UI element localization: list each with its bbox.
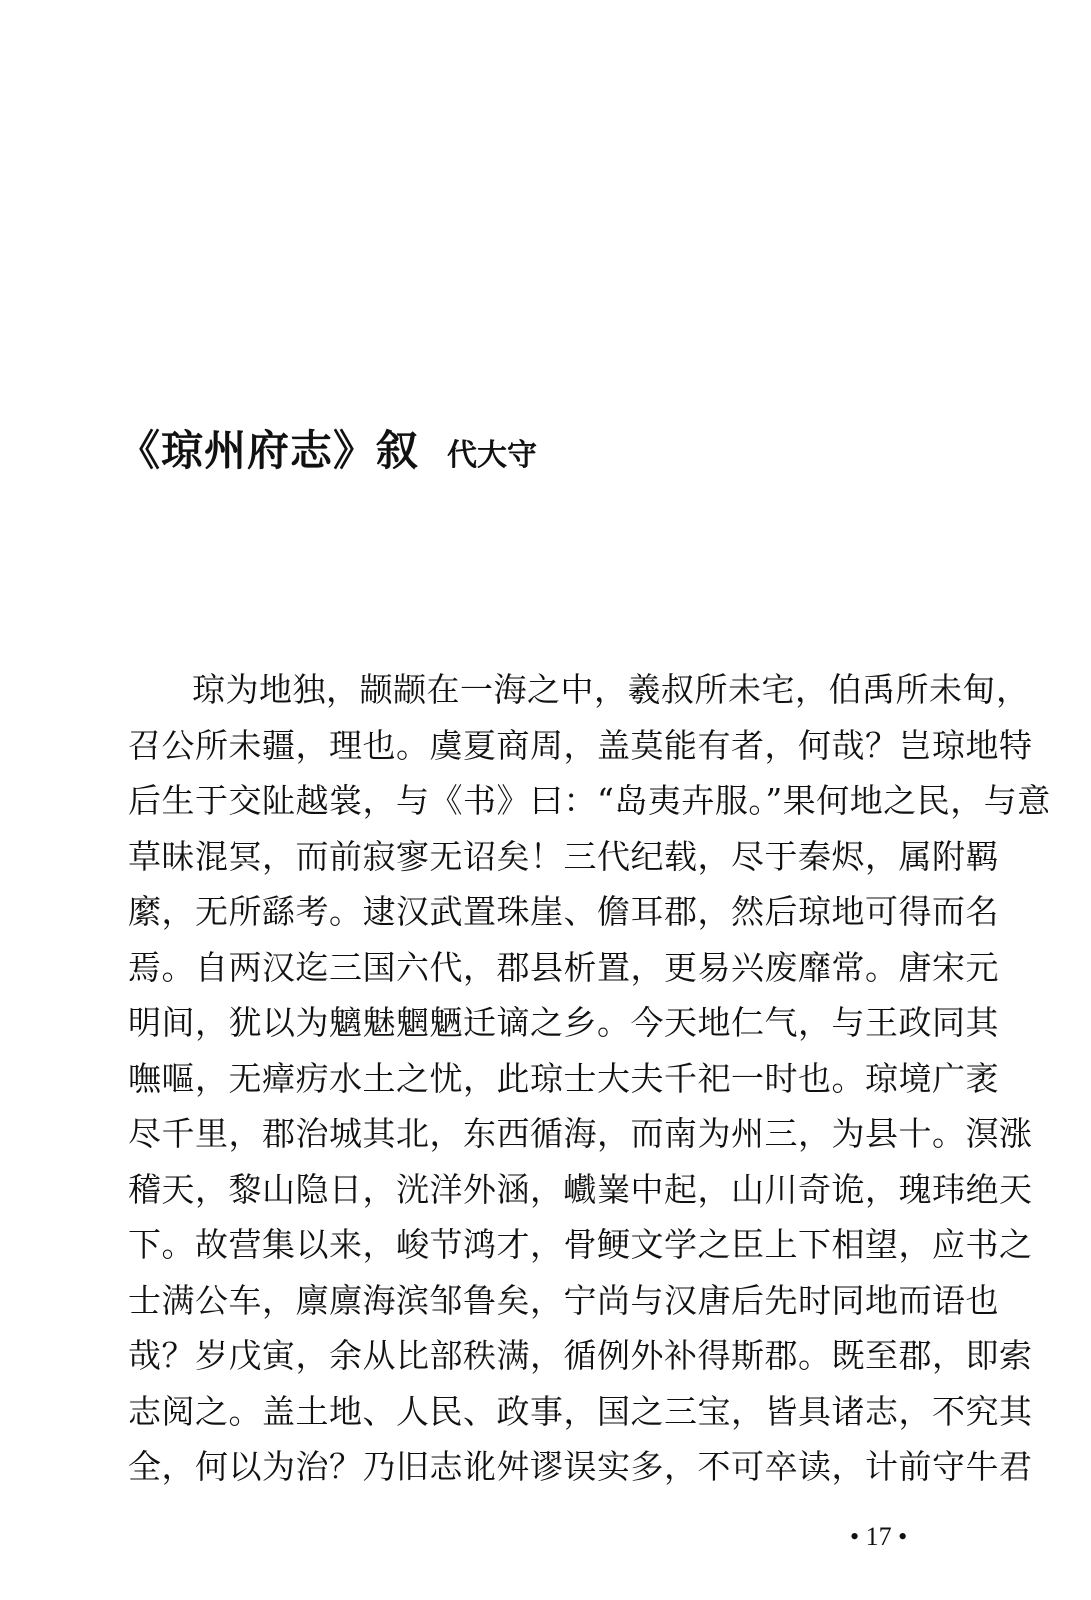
text-line: 稽天，黎山隐日，洸洋外涵，巇嶪中起，山川奇诡，瑰玮绝天	[128, 1169, 1033, 1209]
text-line: 全，何以为治？乃旧志讹舛谬误实多，不可卒读，计前守牛君	[128, 1447, 1033, 1486]
text-line: 士满公车，廪廪海滨邹鲁矣，宁尚与汉唐后先时同地而语也	[128, 1280, 999, 1320]
author-note: 代大守	[447, 438, 538, 473]
text-line: 明间，犹以为魑魅魍魉迁谪之乡。今天地仁气，与王政同其	[128, 1003, 999, 1042]
text-line: 后生于交阯越裳，与《书》曰：“岛夷卉服。”果何地之民，与意	[128, 781, 1051, 820]
page-number: • 17 •	[850, 1522, 908, 1551]
text-line: 召公所未疆，理也。虞夏商周，盖莫能有者，何哉？岂琼地特	[128, 725, 1033, 765]
title-row	[118, 418, 537, 478]
text-line: 焉。自两汉迄三国六代，郡县析置，更易兴废靡常。唐宋元	[128, 947, 999, 987]
text-line: 嘸嘔，无瘴疠水土之忧，此琼士大夫千祀一时也。琼境广袤	[128, 1058, 999, 1098]
text-line: 哉？岁戊寅，余从比部秩满，循例外补得斯郡。既至郡，即索	[128, 1336, 1033, 1375]
text-line: 縻，无所繇考。逮汉武置珠崖、儋耳郡，然后琼地可得而名	[128, 892, 999, 931]
text-line: 志阅之。盖土地、人民、政事，国之三宝，皆具诸志，不究其	[128, 1391, 1033, 1431]
text-line: 草昧混冥，而前寂寥无诏矣！三代纪载，尽于秦烬，属附羁	[128, 836, 999, 876]
document-title: 《琼州府志》叙	[118, 426, 420, 475]
text-line: 下。故营集以来，峻节鸿才，骨鲠文学之臣上下相望，应书之	[128, 1225, 1033, 1264]
text-line: 琼为地独，颛颛在一海之中，羲叔所未宅，伯禹所未甸，	[192, 670, 1030, 709]
body-text	[128, 662, 1051, 1495]
text-line: 尽千里，郡治城其北，东西循海，而南为州三，为县十。溟涨	[128, 1114, 1033, 1153]
